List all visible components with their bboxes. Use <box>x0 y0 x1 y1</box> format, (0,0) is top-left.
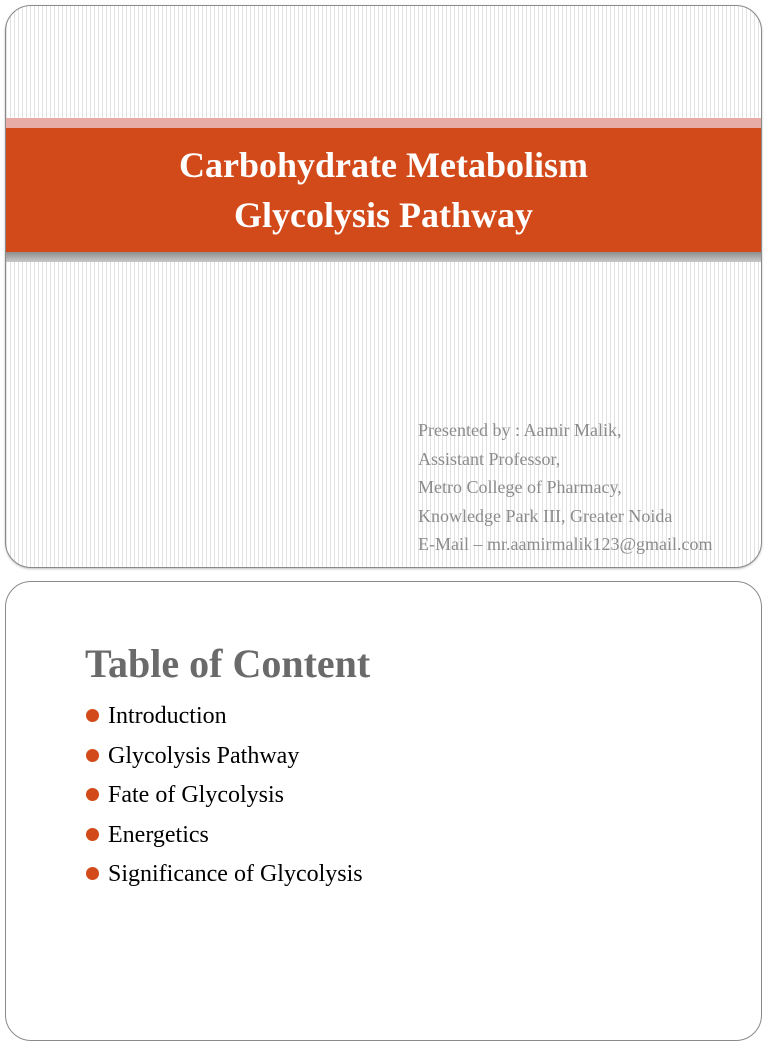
title-band-shadow <box>6 252 761 262</box>
bullet-icon <box>86 867 99 880</box>
title-slide <box>5 5 762 568</box>
bullet-icon <box>86 788 99 801</box>
toc-item-glycolysis-pathway <box>86 741 363 781</box>
title-band-highlight <box>6 118 761 128</box>
toc-item-label: Glycolysis Pathway <box>108 742 300 769</box>
table-of-content-slide <box>5 581 762 1041</box>
presenter-address: Knowledge Park III, Greater Noida <box>418 505 673 526</box>
title-band <box>6 128 761 252</box>
presenter-email: E-Mail – mr.aamirmalik123@gmail.com <box>418 534 713 555</box>
toc-list <box>86 701 363 899</box>
toc-item-label: Introduction <box>108 703 227 729</box>
presenter-name: Presented by : Aamir Malik, <box>418 420 622 440</box>
slide-title-line-2: Glycolysis Pathway <box>233 195 533 235</box>
presenter-info <box>418 416 713 559</box>
toc-item-label: Energetics <box>108 821 209 848</box>
toc-item-fate-of-glycolysis <box>86 780 363 820</box>
toc-item-label: Significance of Glycolysis <box>108 861 363 887</box>
bullet-icon <box>86 709 99 722</box>
presenter-position: Assistant Professor, <box>418 448 561 469</box>
toc-item-introduction <box>86 701 363 741</box>
toc-item-energetics <box>86 820 363 860</box>
toc-item-label: Fate of Glycolysis <box>108 782 284 808</box>
toc-item-significance-of-glycolysis <box>86 859 363 899</box>
toc-heading: Table of Content <box>85 641 371 686</box>
slide-title-line-1: Carbohydrate Metabolism <box>179 145 588 185</box>
bullet-icon <box>86 749 99 762</box>
bullet-icon <box>86 828 99 841</box>
presenter-institution: Metro College of Pharmacy, <box>418 477 622 498</box>
